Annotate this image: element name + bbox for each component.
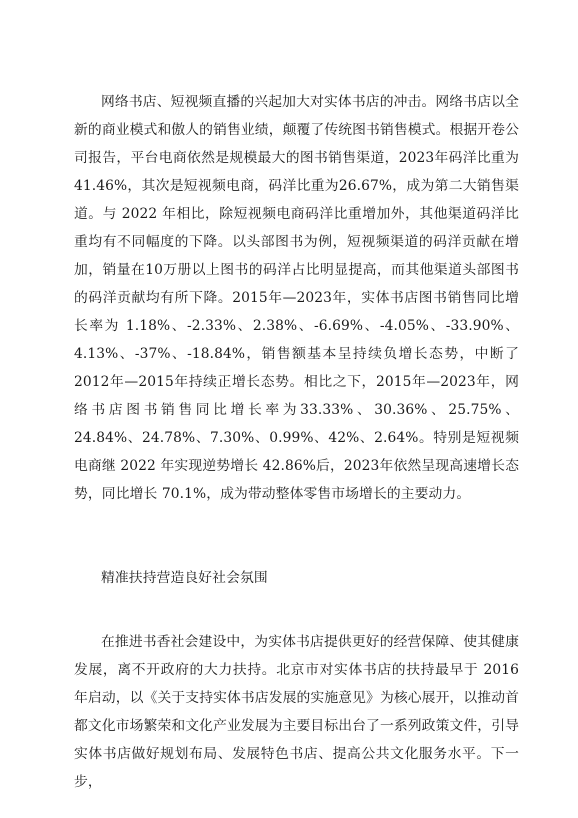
body-paragraph-online-bookstores: 网络书店、短视频直播的兴起加大对实体书店的冲击。网络书店以全新的商业模式和傲人的销售业绩，颠覆了传统图书销售模式。根据开卷公司报告，平台电商依然是规模最大的图书销售渠道，2023年码洋比重为41.46%，其次是短视频电商，码洋比重为26.67%，成为第二大销售渠道。与 2022 年相比，除短视频电商码洋比重增加外，其他渠道码洋比重均有不同幅度的下降。以头部图书为例，短视频渠道的码洋贡献在增加，销量在10万册以上图书的码洋占比明显提高，而其他渠道头部图书的码洋贡献均有所下降。2015年—2023年，实体书店图书销售同比增长率为 1.18%、-2.33%、2.38%、-6.69%、-4.05%、-33.90%、4.13%、-37%、-18.84%，销售额基本呈持续负增长态势，中断了2012年—2015年持续正增长态势。相比之下，2015年—2023年，网络书店图书销售同比增长率为33.33%、30.36%、25.75%、24.84%、24.78%、7.30%、0.99%、42%、2.64%。特别是短视频电商继 2022 年实现逆势增长 42.86%后，2023年依然呈现高速增长态势，同比增长 70.1%，成为带动整体零售市场增长的主要动力。 (74, 94, 519, 502)
section-heading: 精准扶持营造良好社会氛围 (101, 570, 268, 586)
body-paragraph-government-support: 在推进书香社会建设中，为实体书店提供更好的经营保障、使其健康发展，离不开政府的大力扶持。北京市对实体书店的扶持最早于 2016 年启动，以《关于支持实体书店发展的实施意见》为核心展开，以推动首都文化市场繁荣和文化产业发展为主要目标出台了一系列政策文件，引导实体书店做好规划布局、发展特色书店、提高公共文化服务水平。下一步， (74, 634, 519, 790)
